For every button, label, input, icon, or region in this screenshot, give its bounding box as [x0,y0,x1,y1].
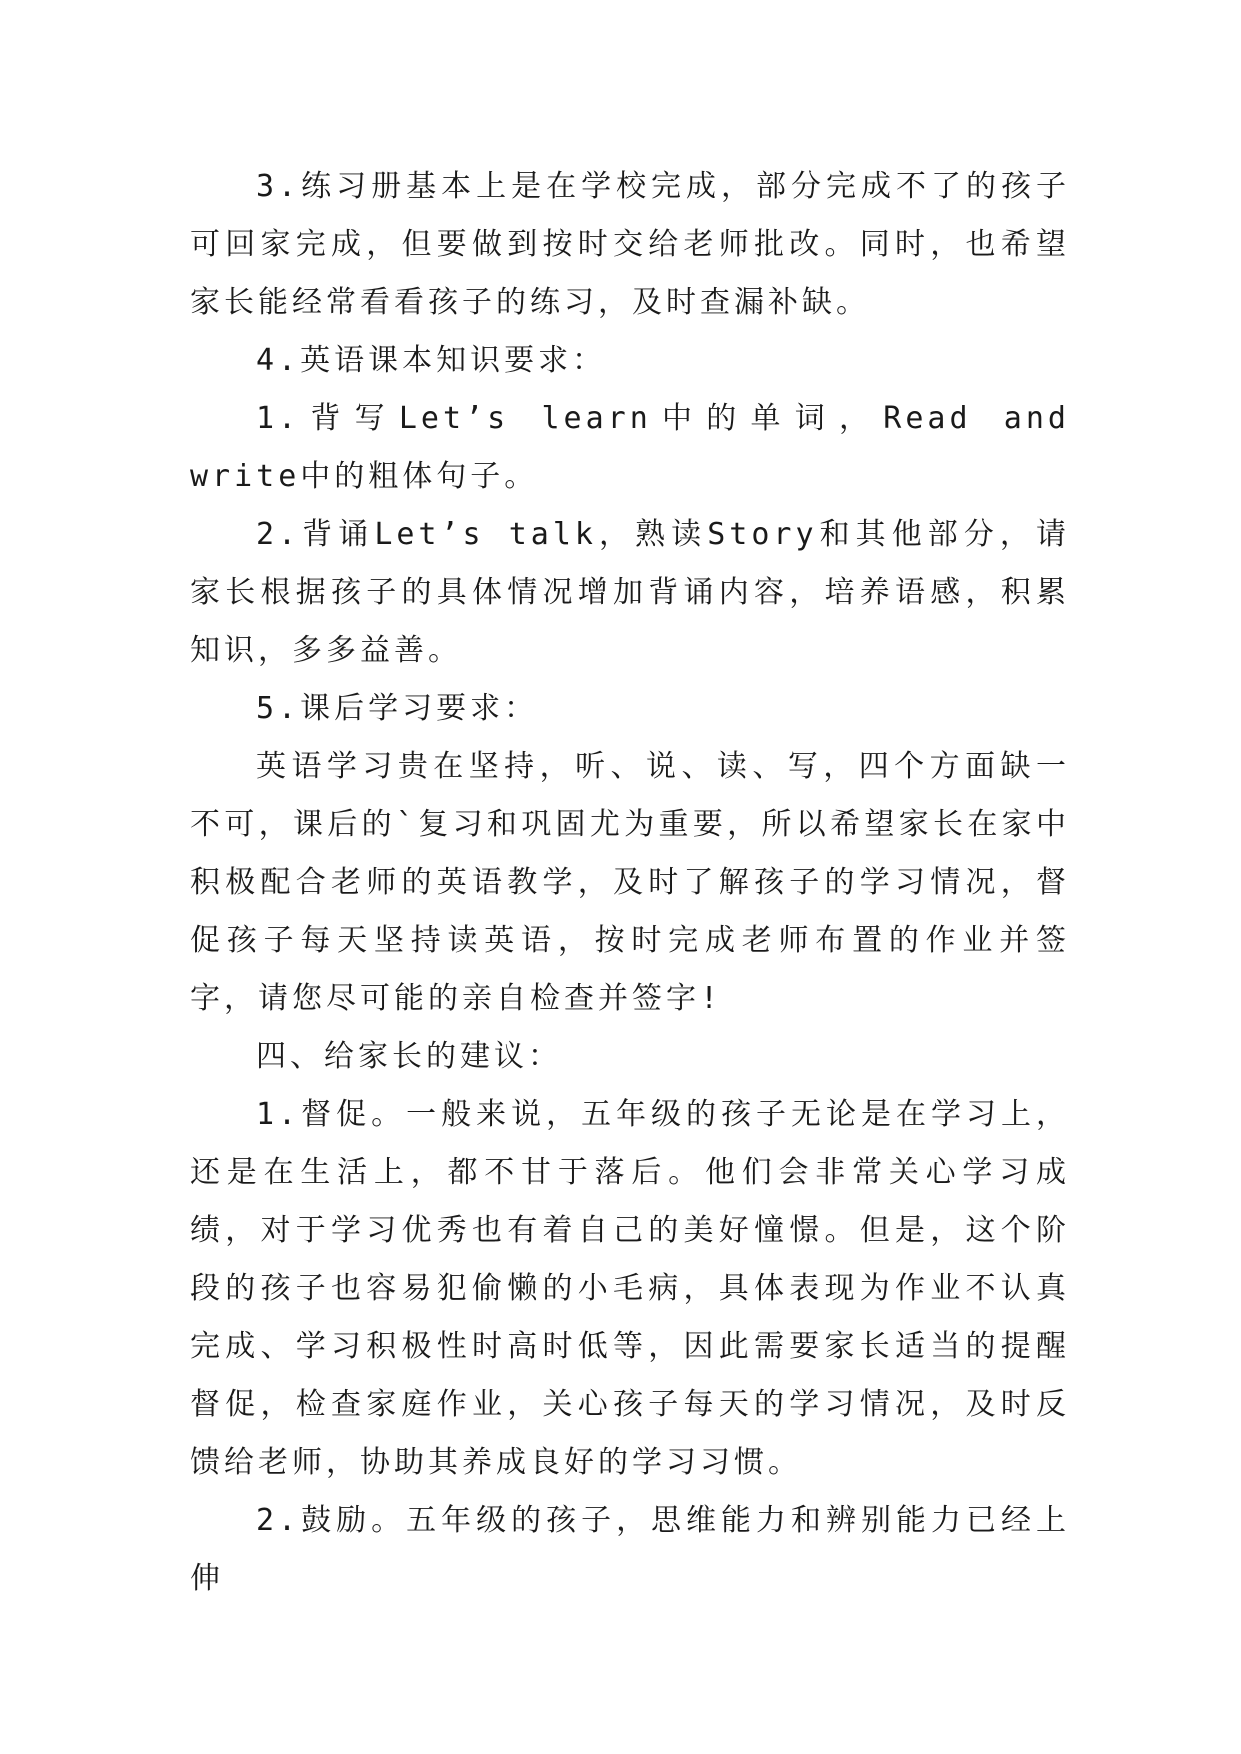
heading-textbook-requirements: 4.英语课本知识要求： [256,343,607,378]
paragraph-recite-talk: 2.背诵Let’s talk，熟读Story和其他部分，请家长根据孩子的具体情况增加背诵内容，培养语感，积累知识，多多益善。 [190,517,1070,668]
heading-after-class-requirements: 5.课后学习要求： [256,691,539,726]
paragraph-persistence: 英语学习贵在坚持，听、说、读、写，四个方面缺一不可，课后的`复习和巩固尤为重要，所以希望家长在家中积极配合老师的英语教学，及时了解孩子的学习情况，督促孩子每天坚持读英语，按时完成老师布置的作业并签字，请您尽可能的亲自检查并签字! [190,749,1070,1016]
heading-parent-suggestions: 四、给家长的建议： [256,1039,562,1074]
paragraph-supervise: 1.督促。一般来说，五年级的孩子无论是在学习上，还是在生活上，都不甘于落后。他们会非常关心学习成绩，对于学习优秀也有着自己的美好憧憬。但是，这个阶段的孩子也容易犯偷懒的小毛病，具体表现为作业不认真完成、学习积极性时高时低等，因此需要家长适当的提醒督促，检查家庭作业，关心孩子每天的学习情况，及时反馈给老师，协助其养成良好的学习习惯。 [190,1097,1070,1480]
document-body [190,158,1070,1608]
paragraph-workbook: 3.练习册基本上是在学校完成，部分完成不了的孩子可回家完成，但要做到按时交给老师批改。同时，也希望家长能经常看看孩子的练习，及时查漏补缺。 [190,169,1070,320]
paragraph-encourage: 2.鼓励。五年级的孩子，思维能力和辨别能力已经上伸 [190,1503,1070,1596]
paragraph-recite-words: 1.背写Let’s learn中的单词，Read and write中的粗体句子。 [190,401,1070,494]
